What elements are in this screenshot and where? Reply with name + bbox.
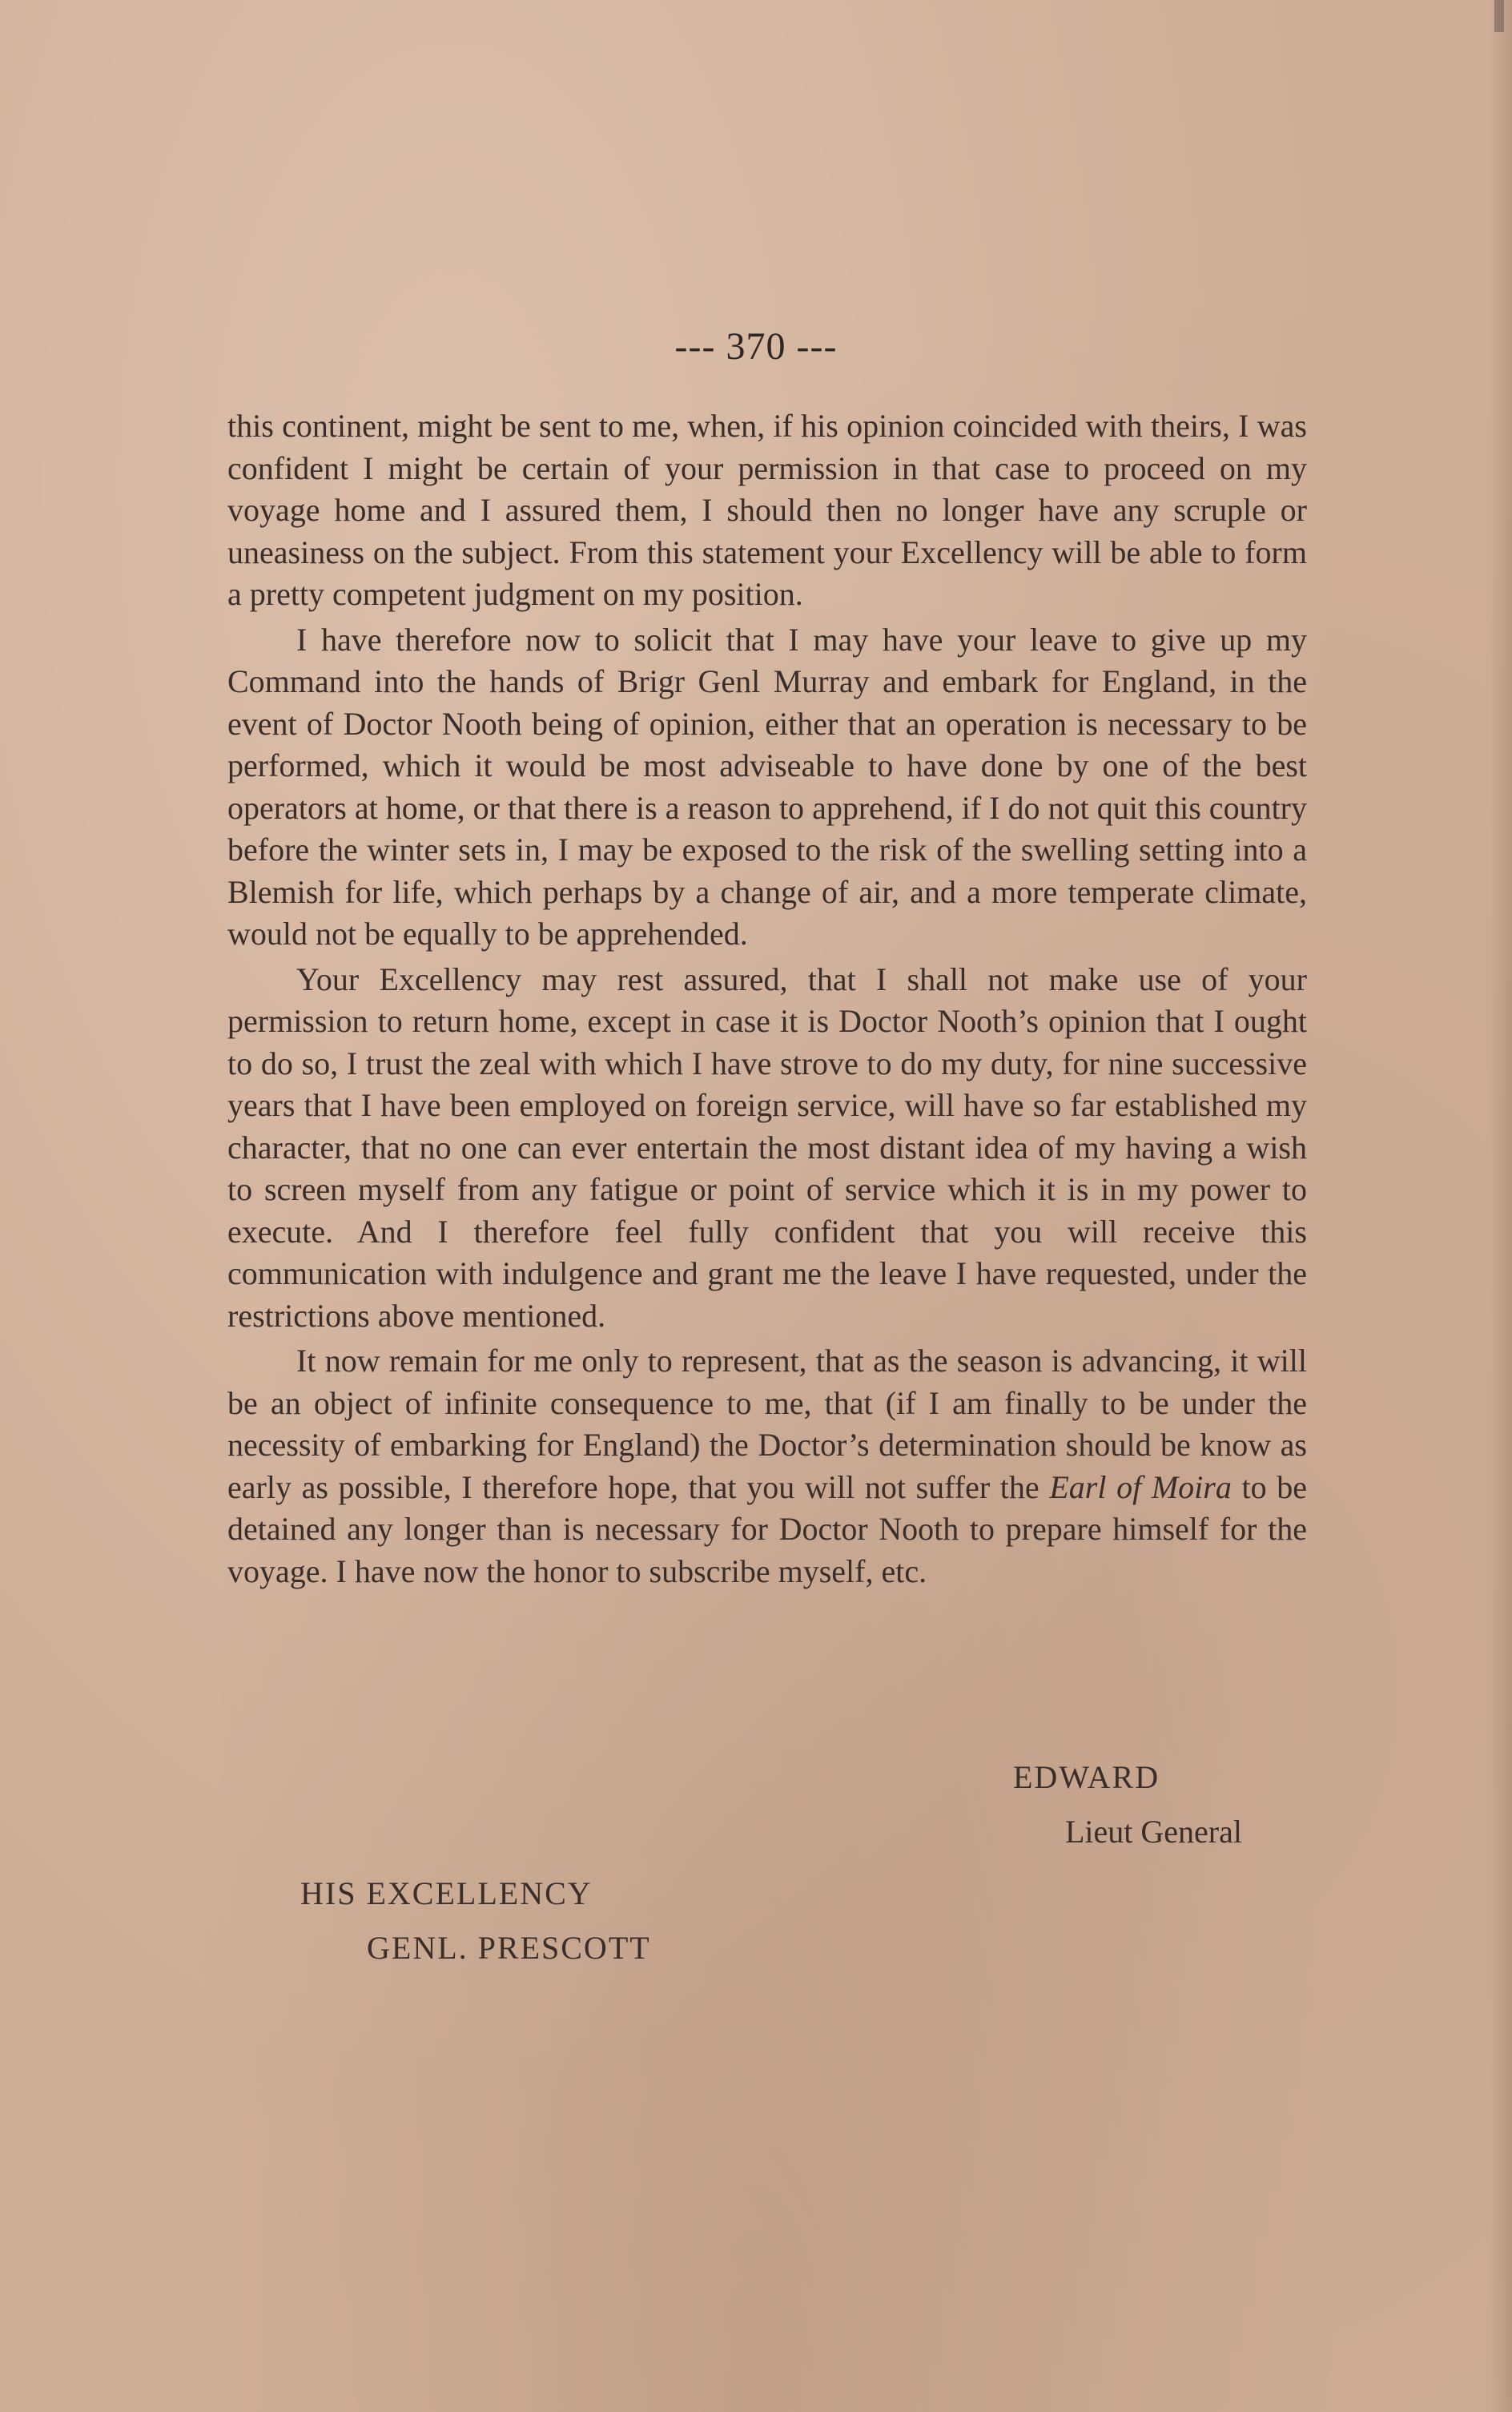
letter-body xyxy=(227,405,1307,1593)
signature-name: EDWARD xyxy=(1013,1759,1160,1795)
corner-mark xyxy=(1494,0,1504,32)
page-number: --- 370 --- xyxy=(674,325,838,368)
ship-name: Earl of Moira xyxy=(1049,1468,1232,1505)
addressee-line-1: HIS EXCELLENCY xyxy=(300,1875,593,1911)
signature-title: Lieut General xyxy=(1065,1814,1242,1850)
paragraph-2: I have therefore now to solicit that I may have your leave to give up my Command into the hands of Brigr Genl Murray and embark for England, in the event of Doctor Nooth being of opinion, either that an operation is necessary to be performed, which it would be most adviseable to have done by one of the best operators at home, or that there is a reason to apprehend, if I do not quit this country before the winter sets in, I may be exposed to the risk of the swelling setting into a Blemish for life, which perhaps by a change of air, and a more temperate climate, would not be equally to be apprehended. xyxy=(227,621,1307,952)
addressee-line-2: GENL. PRESCOTT xyxy=(367,1930,651,1966)
paragraph-1: this continent, might be sent to me, when, if his opinion coincided with theirs, I was confident I might be certain of your permission in that case to proceed on my voyage home and I assured them, I should then no longer have any scruple or uneasiness on the subject. From this statement your Excellency will be able to form a pretty competent judgment on my position. xyxy=(227,408,1307,612)
paragraph-4 xyxy=(227,1340,1307,1593)
paragraph-3: Your Excellency may rest assured, that I shall not make use of your permission to return home, except in case it is Doctor Nooth’s opinion that I ought to do so, I trust the zeal with which I have strove to do my duty, for nine successive years that I have been employed on foreign service, will have so far established my character, that no one can ever entertain the most distant idea of my having a wish to screen myself from any fatigue or point of service which it is in my power to execute. And I therefore feel fully confident that you will receive this communication with indulgence and grant me the leave I have requested, under the restrictions above mentioned. xyxy=(227,960,1307,1334)
paragraph-4-part-1: It now remain for me only to represent, that as the season is advancing, it will be an object of infinite consequence to me, that (if I am finally to be under the necessity of embarking for England) the Doctor’s determination should be know as early as possible, I therefore hope, that you will not suffer the xyxy=(227,1343,1307,1505)
paragraph-4-part-2: to be detained any longer than is necessary for Doctor Nooth to prepare himself for the voyage. I have now the honor to subscribe myself, etc. xyxy=(227,1468,1308,1589)
